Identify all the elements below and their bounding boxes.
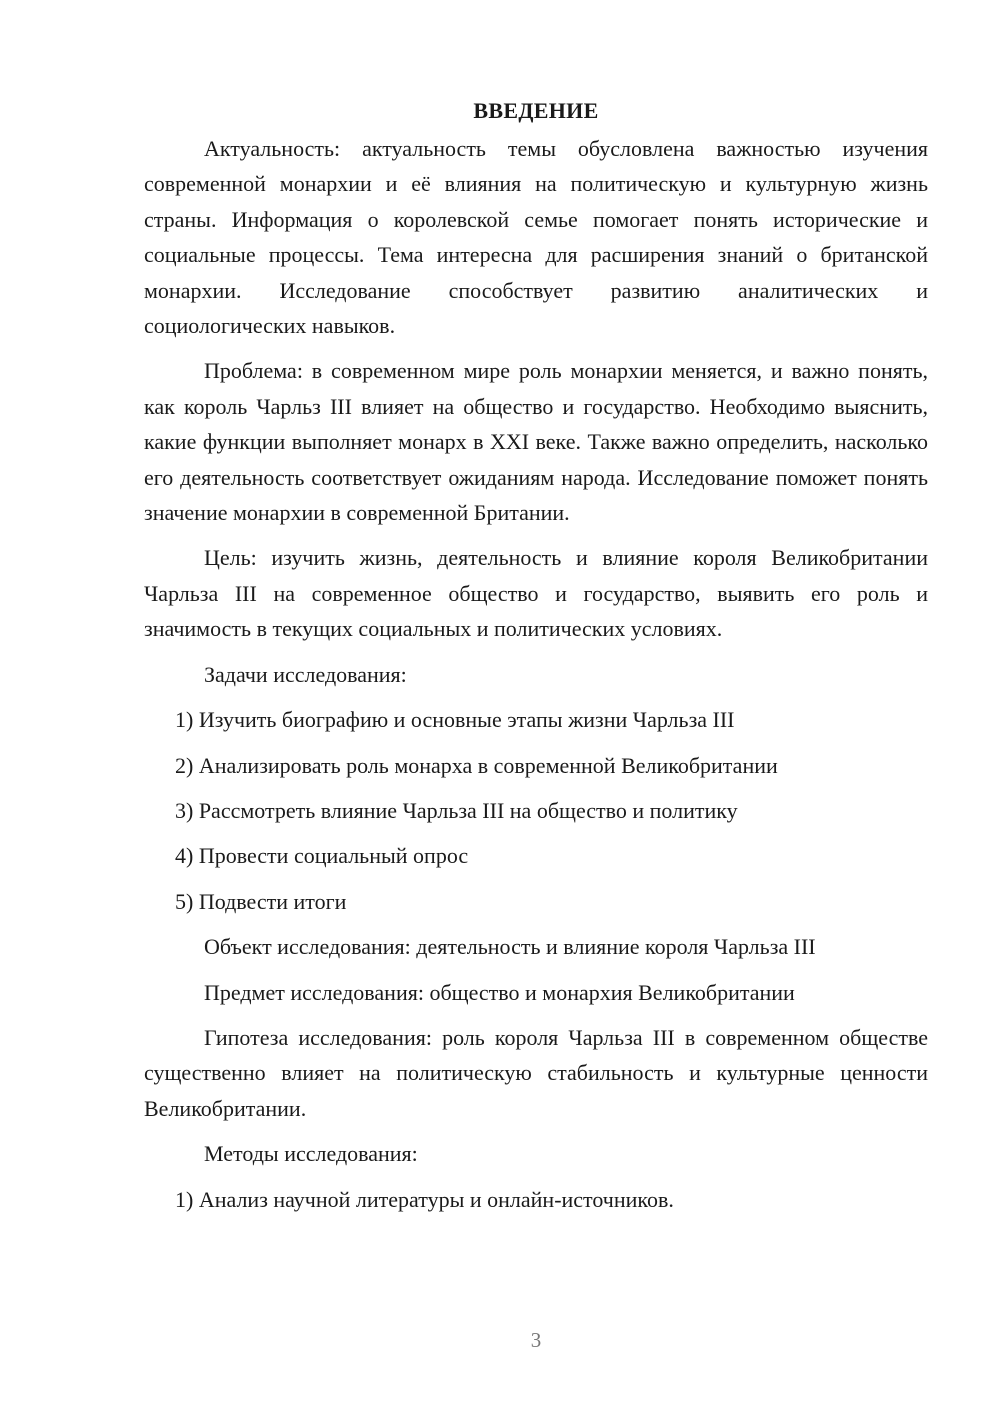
problem-paragraph: Проблема: в современном мире роль монархии меняется, и важно понять, как король Чарльз III влияет на общество и государство. Необходимо выяснить, какие функции выполняет монарх в XXI веке. Также важно определить, насколько его деятельность соответствует ожиданиям народа. Исследование поможет понять значение монархии в современной Британии. [144,358,928,526]
task-item: 4) Провести социальный опрос [175,843,469,869]
task-item: 3) Рассмотреть влияние Чарльза III на общество и политику [175,797,738,823]
relevance-paragraph: Актуальность: актуальность темы обусловлена важностью изучения современной монархии и её влияния на политическую и культурную жизнь страны. Информация о королевской семье помогает понять исторические и социальные процессы. Тема интересна для расширения знаний о британской монархии. Исследование способствует развитию аналитических и социологических навыков. [144,136,928,339]
task-item: 1) Изучить биографию и основные этапы жизни Чарльза III [175,707,735,733]
goal-paragraph: Цель: изучить жизнь, деятельность и влияние короля Великобритании Чарльза III на современное общество и государство, выявить его роль и значимость в текущих социальных и политических условиях. [144,545,928,642]
page-number: 3 [530,1328,542,1352]
research-object: Объект исследования: деятельность и влияние короля Чарльза III [204,934,816,960]
task-item: 5) Подвести итоги [175,888,347,914]
document-page [144,95,928,1217]
hypothesis-paragraph: Гипотеза исследования: роль короля Чарльза III в современном обществе существенно влияет на политическую стабильность и культурные ценности Великобритании. [144,1024,928,1121]
task-item: 2) Анализировать роль монарха в современной Великобритании [175,752,778,778]
page-title: ВВЕДЕНИЕ [473,98,599,123]
tasks-heading: Задачи исследования: [204,661,407,687]
method-item: 1) Анализ научной литературы и онлайн-источников. [175,1186,674,1212]
methods-heading: Методы исследования: [204,1141,418,1167]
research-subject: Предмет исследования: общество и монархия Великобритании [204,979,795,1005]
